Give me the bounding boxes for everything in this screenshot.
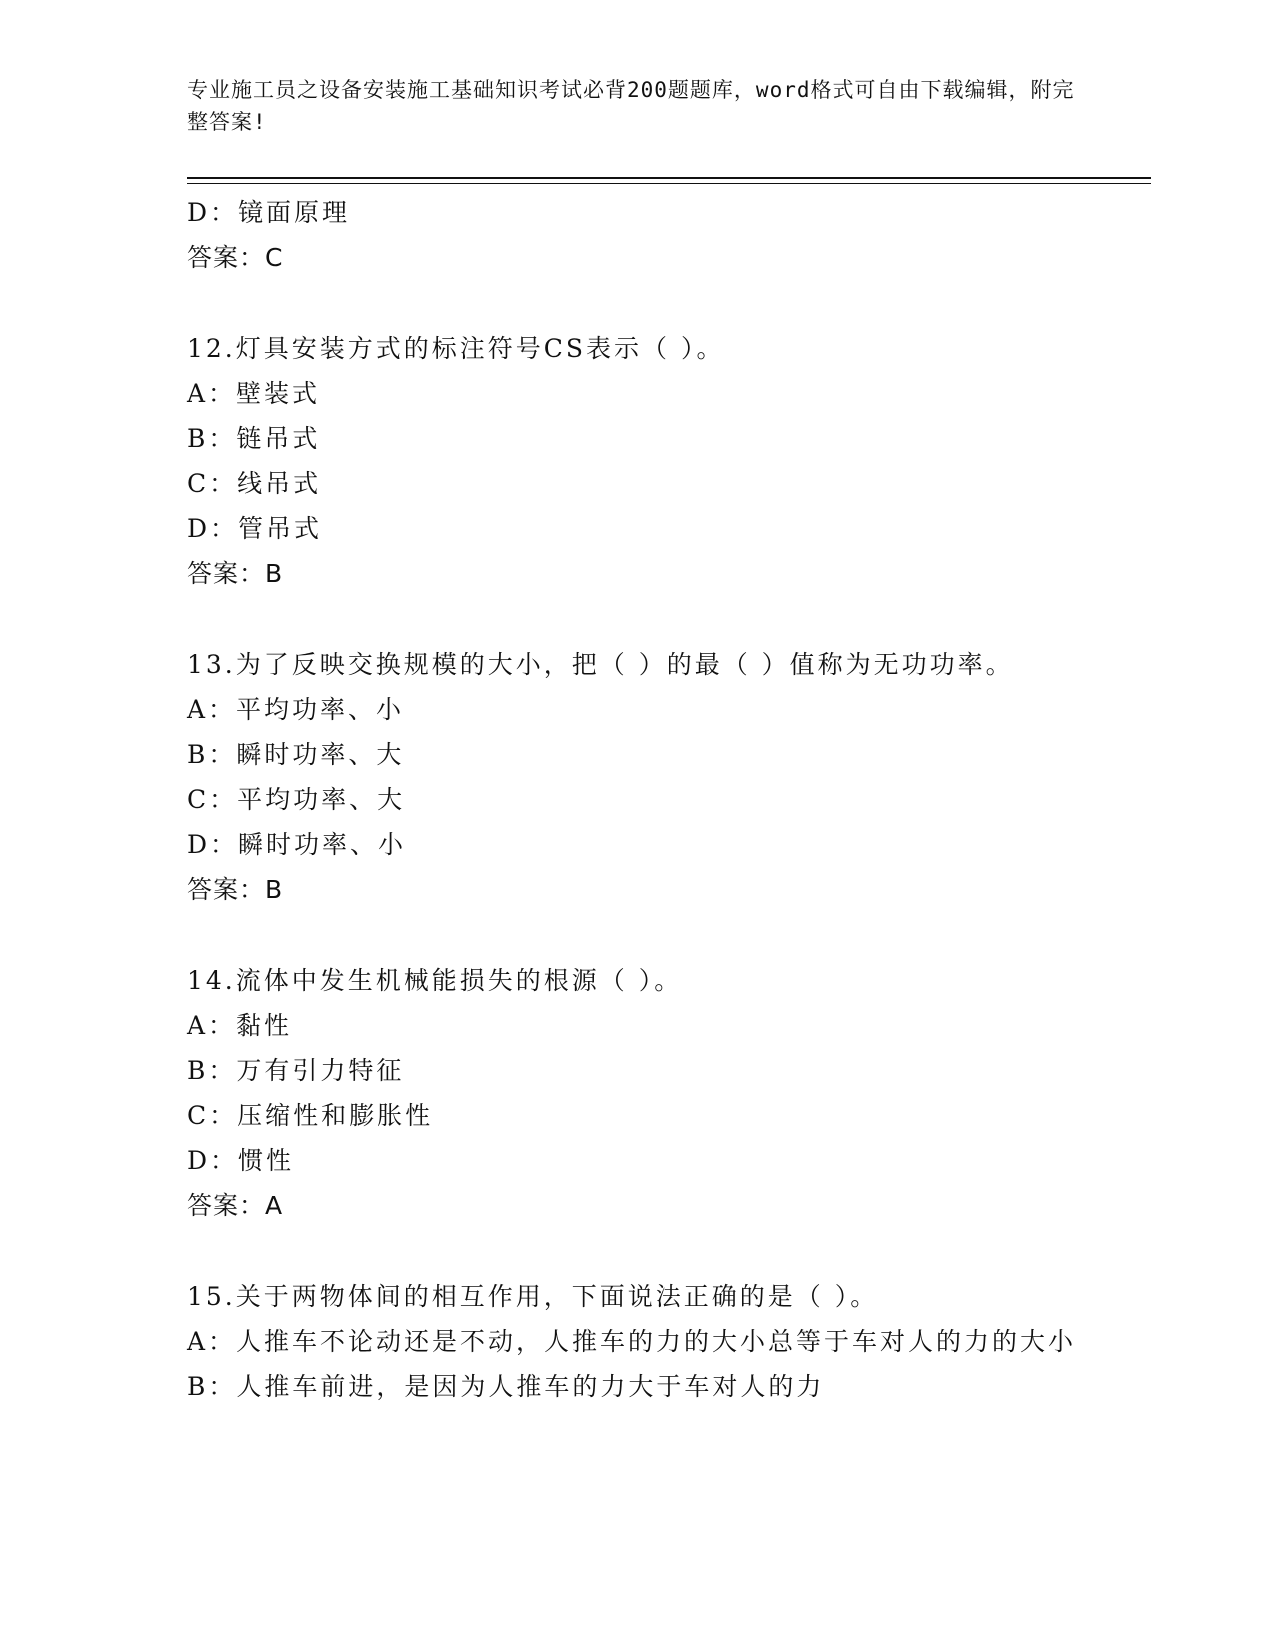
option-c: C：压缩性和膨胀性 [187,1101,434,1130]
question-15 [187,1274,1087,1409]
question-stem: 15.关于两物体间的相互作用，下面说法正确的是（ ）。 [187,1282,879,1311]
question-content [187,190,1087,1409]
document-header: 专业施工员之设备安装施工基础知识考试必背200题题库，word格式可自由下载编辑，附完整答案! [187,78,1075,134]
option-d: D：镜面原理 [187,198,351,227]
question-14 [187,958,1087,1228]
option-d: D：瞬时功率、小 [187,830,407,859]
answer-line: 答案：A [187,1191,284,1220]
question-stem: 13.为了反映交换规模的大小，把（ ）的最（ ）值称为无功功率。 [187,650,1014,679]
option-a: A：平均功率、小 [187,695,405,724]
question-12 [187,326,1087,596]
option-a: A：壁装式 [187,379,321,408]
header-divider-thick [187,177,1151,179]
option-b: B：链吊式 [187,424,321,453]
option-b: B：人推车前进，是因为人推车的力大于车对人的力 [187,1372,825,1401]
option-c: C：线吊式 [187,469,322,498]
option-a: A：黏性 [187,1011,293,1040]
option-d: D：惯性 [187,1146,295,1175]
option-d: D：管吊式 [187,514,323,543]
option-c: C：平均功率、大 [187,785,406,814]
spacer [187,596,1087,642]
question-13 [187,642,1087,912]
option-a: A：人推车不论动还是不动，人推车的力的大小总等于车对人的力的大小 [187,1327,1077,1356]
spacer [187,1228,1087,1274]
spacer [187,912,1087,958]
header-divider-thin [187,183,1151,184]
question-stem: 12.灯具安装方式的标注符号CS表示（ ）。 [187,334,725,363]
question-stem: 14.流体中发生机械能损失的根源（ ）。 [187,966,683,995]
spacer [187,280,1087,326]
option-b: B：万有引力特征 [187,1056,405,1085]
answer-line: 答案：B [187,875,284,904]
option-b: B：瞬时功率、大 [187,740,405,769]
answer-line: 答案：C [187,243,284,272]
answer-line: 答案：B [187,559,284,588]
